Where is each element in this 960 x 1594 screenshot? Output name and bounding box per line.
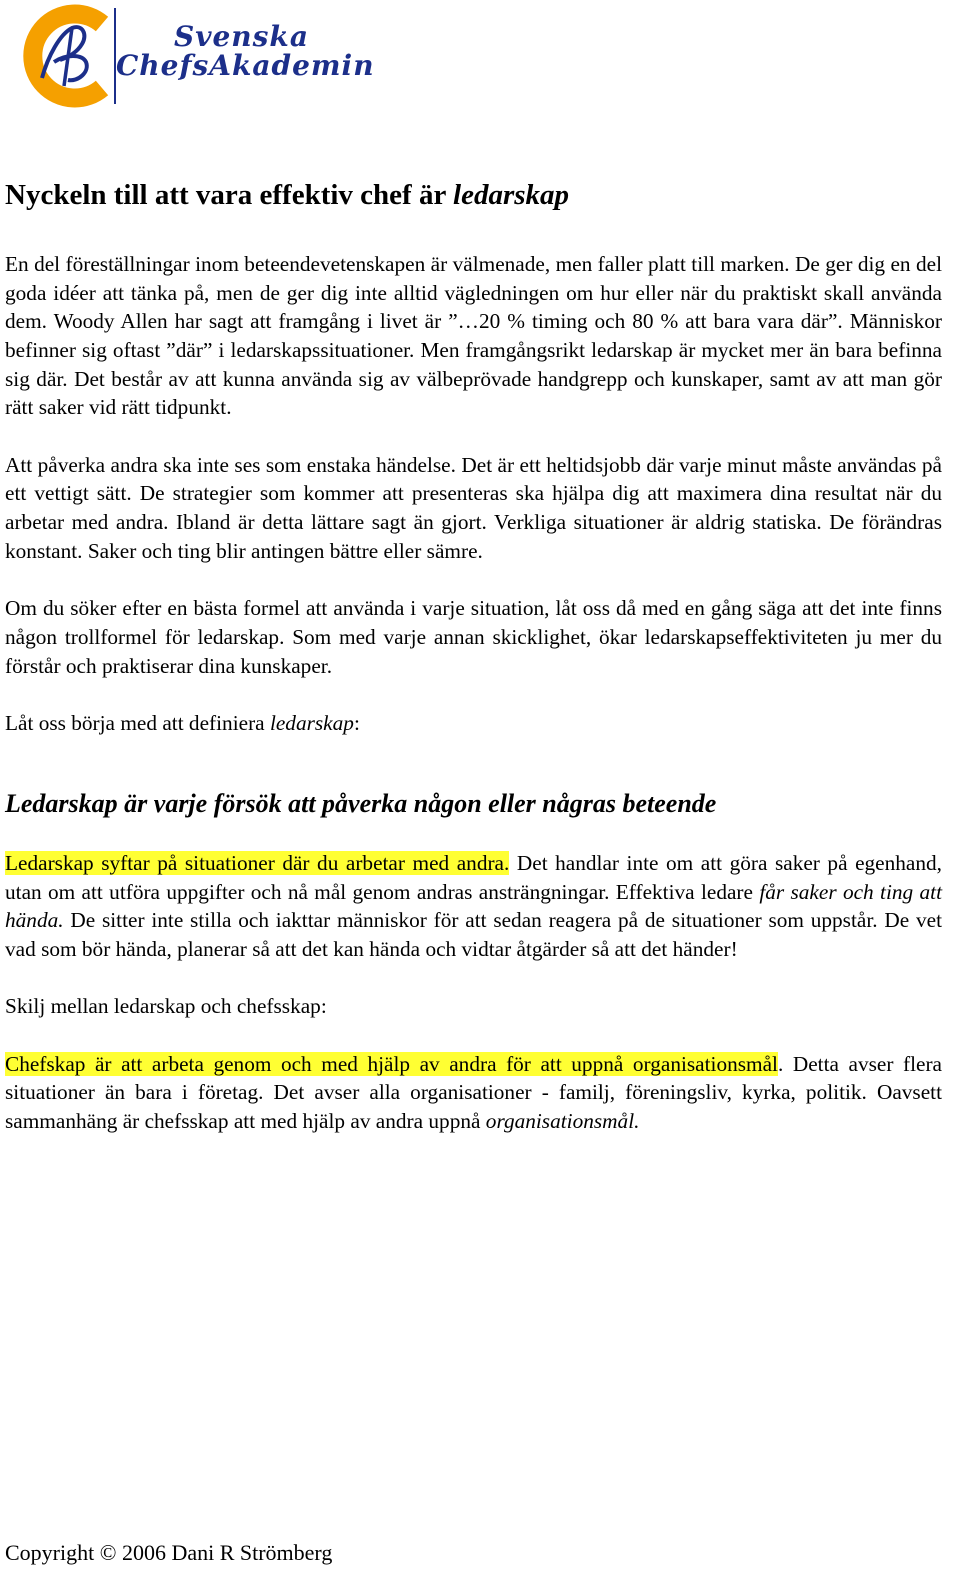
- paragraph-3: Om du söker efter en bästa formel att använda i varje situation, låt oss då med en gång säga att det inte finns någon trollformel för ledarskap. Som med varje annan skicklighet, ökar ledarskapseffektiviteten ju mer du förstår och praktiserar dina kunskaper.: [5, 596, 942, 678]
- paragraph-5-text-1: Det handlar inte om att göra saker på egenhand, utan om att utföra uppgifter och nå mål genom andras ansträngningar. Effektiva ledare: [5, 850, 942, 904]
- paragraph-7: [5, 1050, 942, 1136]
- paragraph-4-text: Låt oss börja med att definiera: [5, 711, 270, 735]
- paragraph-4-emphasis: ledarskap: [269, 711, 354, 735]
- chefsakademin-logo-mark-icon: [8, 4, 118, 108]
- paragraph-7-emphasis: organisationsmål.: [485, 1109, 640, 1134]
- paragraph-2: Att påverka andra ska inte ses som enstaka händelse. Det är ett heltidsjobb där varje minut måste användas på ett vettigt sätt. De strategier som kommer att presenteras ska hjälpa dig att maximera dina resultat när du arbetar med andra. Ibland är detta lättare sagt än gjort. Verkliga situationer är aldrig statiska. De förändras konstant. Saker och ting blir antingen bättre eller sämre.: [5, 452, 942, 563]
- logo-wordmark: [116, 22, 375, 81]
- page-title: [5, 178, 942, 213]
- highlighted-text: Ledarskap syftar på situationer där du arbetar med andra.: [5, 850, 510, 875]
- section-heading: Ledarskap är varje försök att påverka någon eller någras beteende: [5, 788, 717, 818]
- company-logo: [8, 4, 408, 108]
- logo-line-chefsakademin: ChefsAkademin: [116, 49, 375, 83]
- paragraph-1: En del föreställningar inom beteendevetenskapen är välmenade, men faller platt till marken. De ger dig en del goda idéer att tänka på, men de ger dig inte alltid vägledningen om hur eller när du praktiskt skall använda dem. Woody Allen har sagt att framgång i livet är ”…20 % timing och 80 % att bara vara där”. Människor befinner sig oftast ”där” i ledarskapssituationer. Men framgångsrikt ledarskap är mycket mer än bara befinna sig där. Det består av att kunna använda sig av välbeprövade handgrepp och kunskaper, samt av att man gör rätt saker vid rätt tidpunkt.: [5, 251, 942, 420]
- copyright-footer: Copyright © 2006 Dani R Strömberg: [5, 1540, 333, 1565]
- page-title-main: Nyckeln till att vara effektiv chef är: [5, 179, 454, 211]
- paragraph-5: [5, 849, 942, 964]
- paragraph-7-text: . Detta avser flera situationer än bara i företag. Det avser alla organisationer - familj, föreningsliv, kyrka, politik. Oavsett sammanhäng är chefsskap att med hjälp av andra uppnå: [5, 1051, 942, 1134]
- highlighted-text: Chefskap är att arbeta genom och med hjälp av andra för att uppnå organisationsmål: [5, 1051, 778, 1076]
- paragraph-6: Skilj mellan ledarskap och chefsskap:: [5, 994, 327, 1019]
- logo-line-svenska: Svenska: [174, 20, 309, 53]
- paragraph-4: [5, 709, 942, 738]
- paragraph-4-colon: :: [353, 711, 360, 735]
- paragraph-5-emphasis: får saker och ting att hända.: [5, 879, 942, 933]
- document-body: [5, 178, 942, 1165]
- paragraph-5-text-2: De sitter inte stilla och iakttar människor för att sedan reagera på de situationer som uppstår. De vet vad som bör hända, planerar så att det kan hända och vidtar åtgärder så att det händer!: [5, 908, 942, 961]
- page-title-emphasis: ledarskap: [453, 179, 570, 211]
